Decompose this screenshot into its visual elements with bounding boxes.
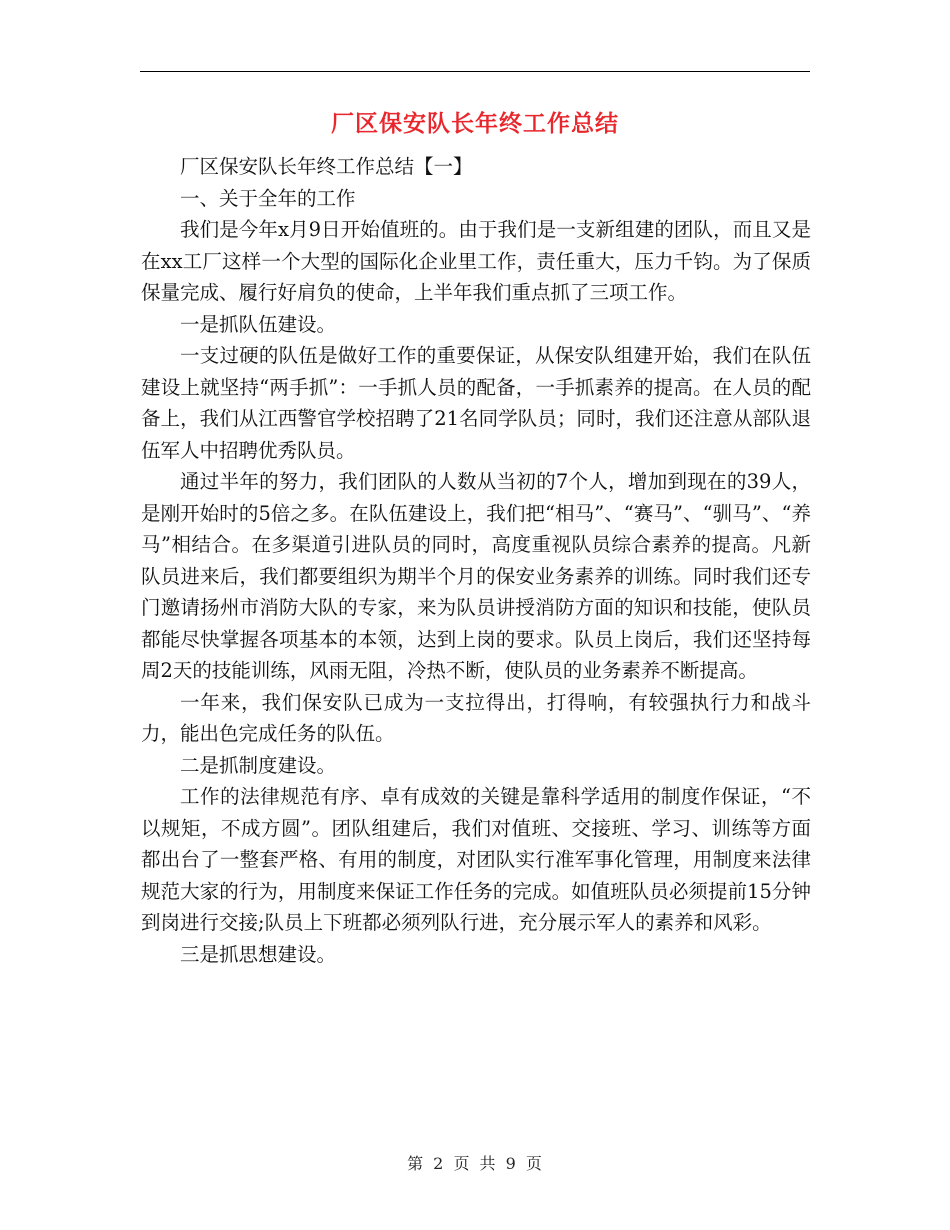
subsection-heading: 一、关于全年的工作 [180, 186, 356, 210]
page-number-footer: 第 2 页 共 9 页 [407, 1154, 543, 1173]
paragraph: 一年来，我们保安队已成为一支拉得出，打得响，有较强执行力和战斗力，能出色完成任务的队伍。 [141, 690, 811, 745]
point-heading: 一是抓队伍建设。 [180, 312, 337, 336]
point-heading: 二是抓制度建设。 [180, 753, 337, 777]
paragraph: 一支过硬的队伍是做好工作的重要保证，从保安队组建开始，我们在队伍建设上就坚持“两手抓”：一手抓人员的配备，一手抓素养的提高。在人员的配备上，我们从江西警官学校招聘了21名同学队员；同时，我们还注意从部队退伍军人中招聘优秀队员。 [141, 344, 811, 462]
header-rule [140, 71, 810, 72]
document-body [141, 151, 811, 970]
paragraph: 通过半年的努力，我们团队的人数从当初的7个人，增加到现在的39人，是刚开始时的5倍之多。在队伍建设上，我们把“相马”、“赛马”、“驯马”、“养马”相结合。在多渠道引进队员的同时，高度重视队员综合素养的提高。凡新队员进来后，我们都要组织为期半个月的保安业务素养的训练。同时我们还专门邀请扬州市消防大队的专家，来为队员讲授消防方面的知识和技能，使队员都能尽快掌握各项基本的本领，达到上岗的要求。队员上岗后，我们还坚持每周2天的技能训练，风雨无阻，冷热不断，使队员的业务素养不断提高。 [141, 470, 811, 682]
paragraph: 工作的法律规范有序、卓有成效的关键是靠科学适用的制度作保证，“不以规矩，不成方圆”。团队组建后，我们对值班、交接班、学习、训练等方面都出台了一整套严格、有用的制度，对团队实行准军事化管理，用制度来法律规范大家的行为，用制度来保证工作任务的完成。如值班队员必须提前15分钟到岗进行交接;队员上下班都必须列队行进，充分展示军人的素养和风彩。 [141, 785, 811, 934]
document-title: 厂区保安队长年终工作总结 [331, 110, 619, 137]
section-heading: 厂区保安队长年终工作总结【一】 [180, 155, 473, 178]
paragraph: 我们是今年x月9日开始值班的。由于我们是一支新组建的团队，而且又是在xx工厂这样一个大型的国际化企业里工作，责任重大，压力千钧。为了保质保量完成、履行好肩负的使命，上半年我们重点抓了三项工作。 [141, 218, 811, 304]
point-heading: 三是抓思想建设。 [180, 942, 337, 966]
